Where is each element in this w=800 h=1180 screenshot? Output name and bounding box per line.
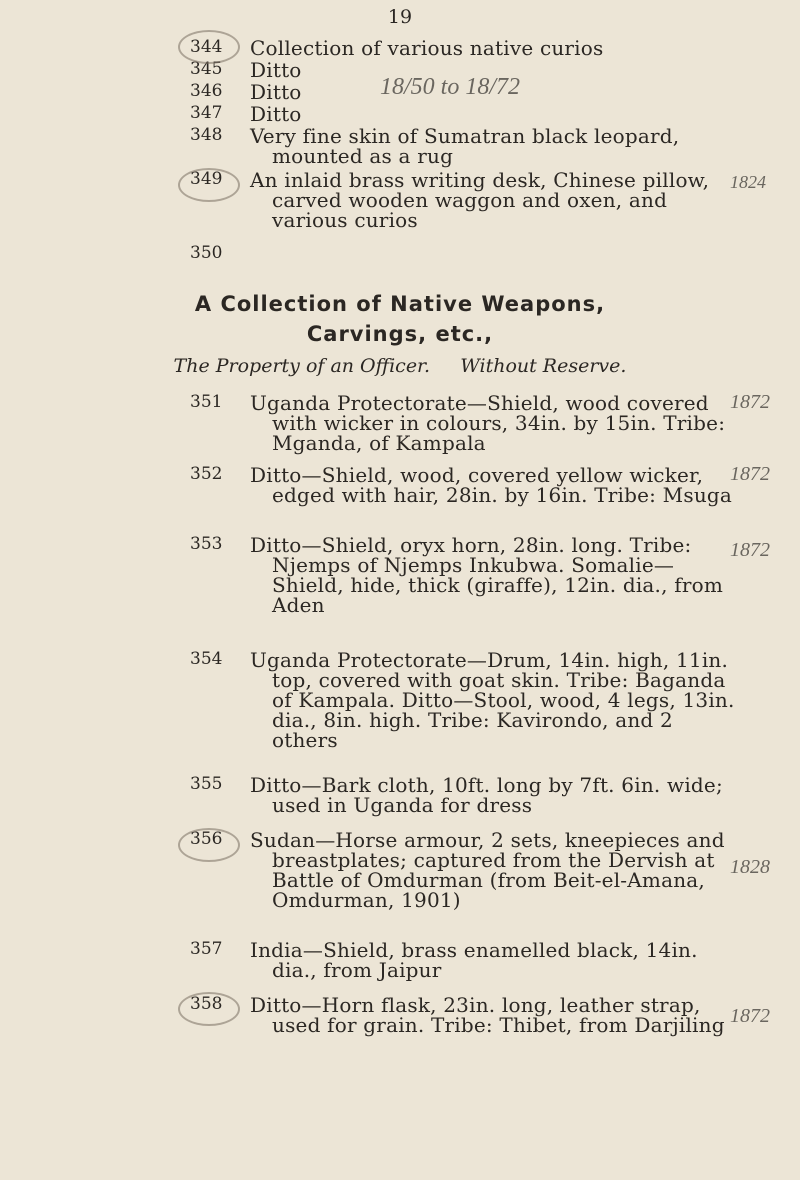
lot-description: Uganda Protectorate—Shield, wood covered with wicker in colours, 34in. by 15in. Tribe: Mganda, of Kampala	[250, 391, 726, 455]
handwritten-price: 1872	[730, 539, 770, 561]
lot-number: 344	[190, 37, 223, 57]
lot-description: Ditto—Shield, oryx horn, 28in. long. Tribe: Njemps of Njemps Inkubwa. Somalie—Shield, hide, thick (giraffe), 12in. dia., from Aden	[250, 533, 724, 617]
lot-number: 352	[190, 464, 223, 484]
lot-number: 348	[190, 125, 223, 145]
lot-number: 354	[190, 649, 223, 669]
section-title: A Collection of Native Weapons,	[194, 292, 606, 316]
pencil-circle	[178, 168, 240, 202]
lot-description: Ditto—Bark cloth, 10ft. long by 7ft. 6in. wide; used in Uganda for dress	[250, 773, 723, 817]
lot-description: Ditto—Horn flask, 23in. long, leather strap, used for grain. Tribe: Thibet, from Darjiling	[250, 993, 725, 1037]
lot-number: 351	[190, 392, 223, 412]
page-number: 19	[387, 6, 413, 28]
lot-description: Ditto	[250, 102, 302, 126]
lot-number: 346	[190, 81, 223, 101]
lot-number: 356	[190, 829, 223, 849]
lot-description: Ditto	[250, 58, 302, 82]
lot-number: 358	[190, 994, 223, 1014]
lot-number: 347	[190, 103, 223, 123]
lot-description: Very fine skin of Sumatran black leopard, mounted as a rug	[250, 124, 680, 168]
lot-number: 345	[190, 59, 223, 79]
lot-description: Uganda Protectorate—Drum, 14in. high, 11in. top, covered with goat skin. Tribe: Baganda of Kampala. Ditto—Stool, wood, 4 legs, 13in. dia., 8in. high. Tribe: Kavirondo, and 2 others	[250, 648, 735, 752]
subtitle-property: The Property of an Officer.	[173, 355, 431, 377]
lot-number: 355	[190, 774, 223, 794]
lot-description: Collection of various native curios	[250, 36, 604, 60]
lot-description: Sudan—Horse armour, 2 sets, kneepieces and breastplates; captured from the Dervish at Battle of Omdurman (from Beit-el-Amana, Omdurman, 1901)	[250, 828, 725, 912]
handwritten-price: 1872	[730, 463, 770, 485]
section-subtitle	[0, 355, 800, 377]
subtitle-reserve: Without Reserve.	[460, 355, 627, 377]
lot-description: Ditto—Shield, wood, covered yellow wicker, edged with hair, 28in. by 16in. Tribe: Msuga	[250, 463, 733, 507]
lot-description: An inlaid brass writing desk, Chinese pillow, carved wooden waggon and oxen, and various curios	[250, 168, 710, 232]
handwritten-price: 18/50 to 18/72	[380, 74, 521, 100]
lot-description: Ditto	[250, 80, 302, 104]
handwritten-price: 1824	[730, 172, 766, 192]
handwritten-price: 1828	[730, 856, 770, 878]
pencil-circle	[178, 828, 240, 862]
section-title-line2: Carvings, etc.,	[306, 322, 494, 346]
lot-number: 350	[190, 243, 223, 263]
pencil-circle	[178, 30, 240, 64]
handwritten-price: 1872	[730, 1005, 770, 1027]
lot-number: 353	[190, 534, 223, 554]
lot-description: India—Shield, brass enamelled black, 14in. dia., from Jaipur	[250, 938, 698, 982]
pencil-circle	[178, 992, 240, 1026]
lot-number: 357	[190, 939, 223, 959]
handwritten-price: 1872	[730, 391, 770, 413]
lot-number: 349	[190, 169, 223, 189]
